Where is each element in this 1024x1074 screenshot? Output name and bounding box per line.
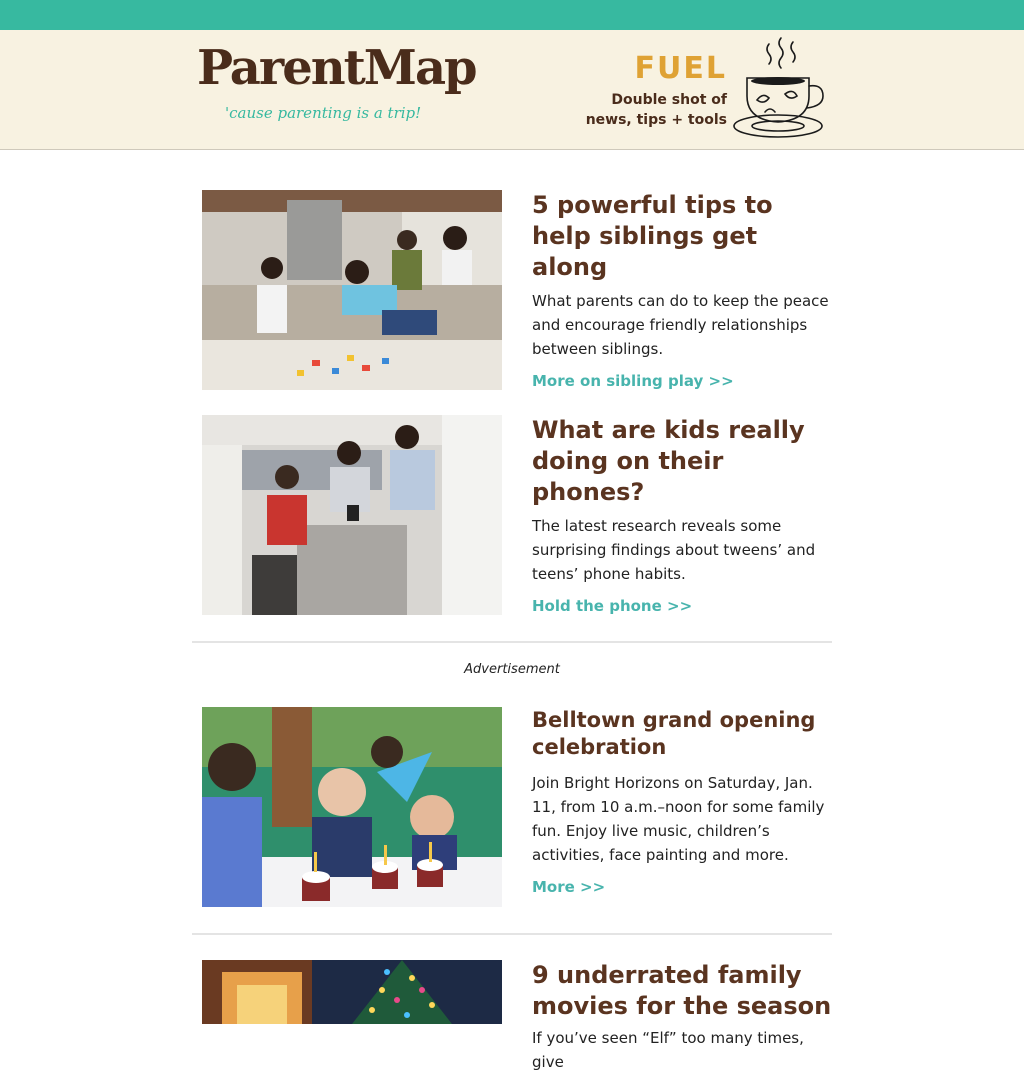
article-image-phones[interactable] [202,415,502,615]
ad-image-birthday[interactable] [202,707,502,907]
fuel-subtitle [586,90,727,130]
logo-tagline: 'cause parenting is a trip! [225,104,422,122]
article-title[interactable]: 9 underrated family movies for the season [532,961,832,1020]
ad-description: Join Bright Horizons on Saturday, Jan. 11, from 10 a.m.–noon for some family fun. Enjoy live music, children’s activities, face painting and more. [532,774,825,864]
ad-more-link[interactable]: More >> [532,878,606,896]
article-description: If you’ve seen “Elf” too many times, give [532,1029,804,1071]
hold-the-phone-link[interactable]: Hold the phone >> [532,597,693,615]
more-sibling-play-link[interactable]: More on sibling play >> [532,372,734,390]
article-phones [202,415,832,615]
article-siblings [202,190,832,390]
article-description: What parents can do to keep the peace and encourage friendly relationships between siblings. [532,292,829,358]
fuel-subtitle-line2: news, tips + tools [585,112,727,128]
ad-text [532,707,832,896]
article-text-phones [532,415,832,615]
advertisement-label: Advertisement [464,662,560,677]
fuel-title: FUEL [634,51,727,86]
email-header [0,30,1024,150]
article-description: The latest research reveals some surprising findings about tweens’ and teens’ phone habits. [532,517,816,583]
article-image-movies[interactable] [202,960,502,1024]
article-title[interactable]: 5 powerful tips to help siblings get along [532,191,773,281]
article-family-movies [202,960,832,1071]
ad-title[interactable]: Belltown grand opening celebration [532,708,816,759]
coffee-cup-icon [735,34,829,144]
section-divider [192,933,832,935]
article-title[interactable]: What are kids really doing on their phones? [532,416,805,506]
top-accent-bar [0,0,1024,30]
article-text-movies [532,960,832,1074]
section-divider [192,641,832,643]
advertisement-block [202,707,832,907]
article-image-siblings[interactable] [202,190,502,390]
article-text-siblings [532,190,832,390]
fuel-subtitle-line1: Double shot of [611,92,727,108]
parentmap-logo[interactable]: ParentMap [197,40,476,96]
